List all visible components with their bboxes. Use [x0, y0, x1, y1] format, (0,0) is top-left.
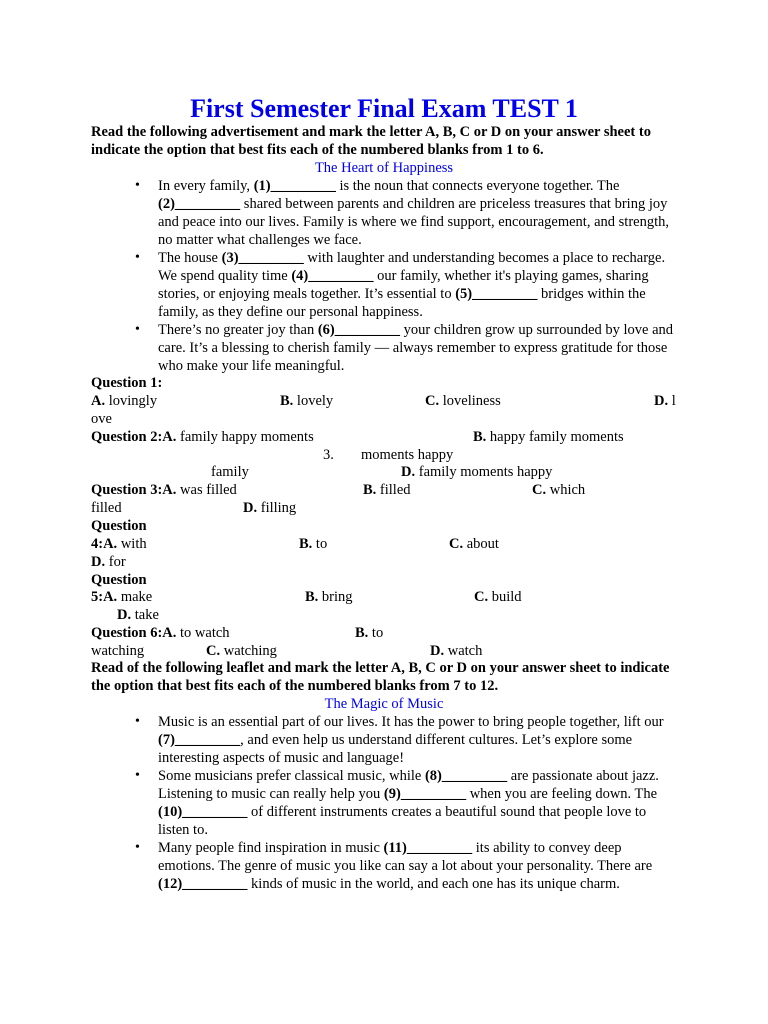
option-d-continued: ove [91, 411, 112, 427]
passage-text: our family, whether it's playing games, sharing stories, or enjoying meals together. It’s essential to [158, 268, 649, 302]
passage-text: your children grow up surrounded by love and care. It’s a blessing to cherish family — always remember to express gratitude for those who make your life meaningful. [158, 322, 674, 374]
option-b: B. happy family moments [473, 429, 624, 445]
section1-passage [158, 177, 678, 375]
option-d: D. for [91, 554, 126, 570]
section1-subtitle: The Heart of Happiness [314, 160, 454, 176]
passage-text: when you are feeling down. The [466, 786, 658, 802]
answer-blank: (2)_________ [158, 196, 241, 212]
answer-blank: (3)_________ [221, 250, 304, 266]
answer-blank: (1)_________ [253, 178, 336, 194]
answer-blank: (11)_________ [383, 840, 473, 856]
passage-text: The house [158, 250, 222, 266]
answer-blank: (9)_________ [383, 786, 467, 802]
section2-passage [158, 713, 678, 893]
passage-bullet [158, 839, 678, 893]
option-c-number: 3. [323, 447, 334, 463]
option-c: C. watching [206, 643, 277, 659]
answer-blank: (8)_________ [424, 768, 508, 784]
option-c: C. about [449, 536, 499, 552]
option-d: D. family moments happy [401, 464, 553, 480]
option-d: D. filling [243, 500, 297, 516]
passage-bullet [158, 177, 678, 249]
passage-text: kinds of music in the world, and each one has its unique charm. [247, 876, 620, 892]
option-c-continued: family [211, 464, 249, 480]
answer-blank: (4)_________ [291, 268, 374, 284]
option-b: B. to [299, 536, 328, 552]
answer-blank: (10)_________ [158, 804, 248, 820]
option-c: C. loveliness [425, 393, 501, 409]
passage-text: Some musicians prefer classical music, while [158, 768, 425, 784]
answer-blank: (12)_________ [158, 876, 248, 892]
section2-subtitle: The Magic of Music [324, 696, 444, 712]
passage-text: There’s no greater joy than [158, 322, 318, 338]
option-b: B. to [355, 625, 384, 641]
option-d: D. l [654, 393, 676, 409]
option-b: B. filled [363, 482, 411, 498]
passage-bullet [158, 713, 678, 767]
answer-blank: (5)_________ [455, 286, 538, 302]
option-a: 4:A. with [91, 536, 147, 552]
option-b-continued: watching [91, 643, 145, 659]
option-d: D. take [117, 607, 159, 623]
option-c: moments happy [361, 447, 454, 463]
answer-blank: (6)_________ [317, 322, 401, 338]
passage-bullet [158, 767, 678, 839]
passage-text: are passionate about jazz. Listening to music can really help you [158, 768, 659, 802]
passage-bullet [158, 321, 678, 375]
option-d: D. watch [430, 643, 483, 659]
option-b: B. bring [305, 589, 353, 605]
option-a: Question 2:A. family happy moments [91, 429, 314, 445]
passage-text: , and even help us understand different cultures. Let’s explore some interesting aspects of music and language! [158, 732, 633, 766]
section2-instruction: Read of the following leaflet and mark the letter A, B, C or D on your answer sheet to indicate the option that best fits each of the numbered blanks from 7 to 12. [91, 660, 670, 694]
question-label: Question [91, 518, 147, 534]
passage-text: is the noun that connects everyone together. The [335, 178, 620, 194]
passage-text: of different instruments creates a beautiful sound that people love to listen to. [158, 804, 647, 838]
option-b: B. lovely [280, 393, 334, 409]
answer-blank: (7)_________ [158, 732, 241, 748]
passage-bullet [158, 249, 678, 321]
option-a: 5:A. make [91, 589, 153, 605]
section1-instruction: Read the following advertisement and mark the letter A, B, C or D on your answer sheet to indicate the option that best fits each of the numbered blanks from 1 to 6. [91, 124, 651, 158]
passage-text: Many people find inspiration in music [158, 840, 384, 856]
passage-text: Music is an essential part of our lives. It has the power to bring people together, lift our [158, 714, 664, 730]
option-a: A. lovingly [91, 393, 158, 409]
passage-text: its ability to convey deep emotions. The genre of music you like can say a lot about your personality. There are [158, 840, 653, 874]
question-label: Question 1: [91, 375, 163, 391]
option-c-continued: filled [91, 500, 122, 516]
passage-text: bridges within the family, as they define our personal happiness. [158, 286, 646, 320]
passage-text: with laughter and understanding becomes a place to recharge. We spend quality time [158, 250, 666, 284]
option-c: C. which [532, 482, 586, 498]
page-title: First Semester Final Exam TEST 1 [190, 94, 578, 123]
passage-text: In every family, [158, 178, 254, 194]
passage-text: shared between parents and children are priceless treasures that bring joy and peace into our lives. Family is where we find support, encouragement, and strength, no matter what challenges we face. [158, 196, 669, 248]
option-c: C. build [474, 589, 522, 605]
question-label: Question [91, 572, 147, 588]
option-a: Question 6:A. to watch [91, 625, 230, 641]
option-a: Question 3:A. was filled [91, 482, 237, 498]
